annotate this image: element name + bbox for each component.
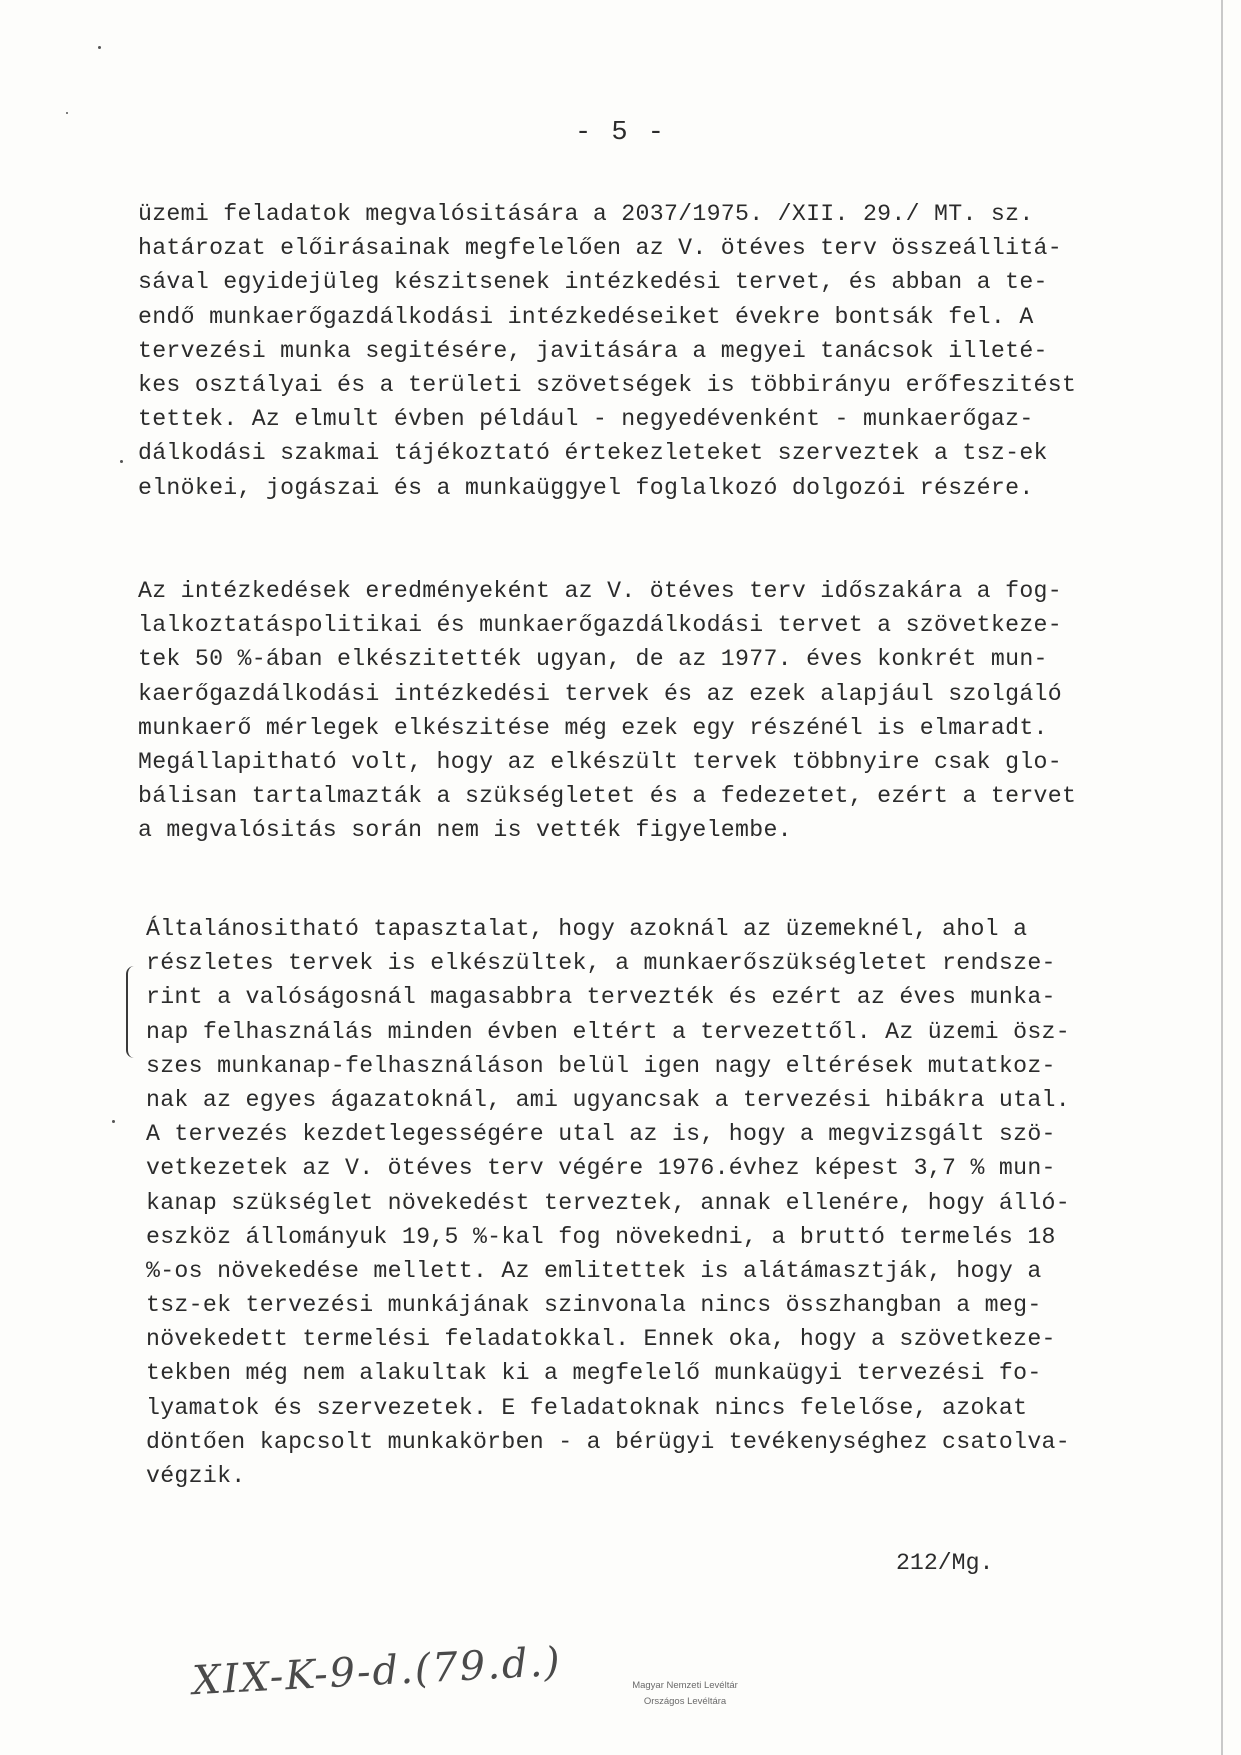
text-line: nak az egyes ágazatoknál, ami ugyancsak a tervezési hibákra utal. (146, 1086, 1070, 1113)
archive-stamp (600, 1678, 770, 1710)
text-line: dálkodási szakmai tájékoztató értekezleteket szerveztek a tsz-ek (138, 440, 1048, 467)
text-line: A tervezés kezdetlegességére utal az is, hogy a megvizsgált szö- (146, 1121, 1056, 1148)
scan-speck (120, 460, 123, 463)
text-line: tsz-ek tervezési munkájának szinvonala nincs összhangban a meg- (146, 1292, 1042, 1319)
text-line: részletes tervek is elkészültek, a munkaerőszükségletet rendsze- (146, 950, 1056, 977)
text-line: kes osztályai és a területi szövetségek is többirányu erőfeszitést (138, 371, 1077, 398)
text-line: tek 50 %-ában elkészitették ugyan, de az 1977. éves konkrét mun- (138, 646, 1048, 673)
paragraph-1 (138, 197, 1178, 505)
text-line: szes munkanap-felhasználáson belül igen nagy eltérések mutatkoz- (146, 1052, 1056, 1079)
text-line: döntően kapcsolt munkakörben - a bérügyi tevékenységhez csatolva- (146, 1428, 1070, 1455)
paragraph-2 (138, 574, 1178, 848)
call-number-text: XIX-K-9-d.(79.d.) (191, 1638, 563, 1705)
text-line: vetkezetek az V. ötéves terv végére 1976.évhez képest 3,7 % mun- (146, 1155, 1056, 1182)
text-line: lalkoztatáspolitikai és munkaerőgazdálkodási tervet a szövetkeze- (138, 612, 1062, 639)
scan-speck (98, 46, 101, 49)
paragraph-3 (146, 912, 1186, 1493)
text-line: nap felhasználás minden évben eltért a tervezettől. Az üzemi ösz- (146, 1018, 1070, 1045)
text-line: elnökei, jogászai és a munkaüggyel foglalkozó dolgozói részére. (138, 474, 1034, 501)
margin-bracket-mark (126, 966, 138, 1058)
text-line: kanap szükséglet növekedést terveztek, annak ellenére, hogy álló- (146, 1189, 1070, 1216)
reference-number: 212/Mg. (896, 1550, 994, 1576)
scan-speck (66, 112, 68, 114)
text-line: lyamatok és szervezetek. E feladatoknak nincs felelőse, azokat (146, 1394, 1028, 1421)
text-line: tervezési munka segitésére, javitására a megyei tanácsok illeté- (138, 337, 1048, 364)
text-line: Megállapitható volt, hogy az elkészült tervek többnyire csak glo- (138, 748, 1062, 775)
text-line: Az intézkedések eredményeként az V. ötéves terv időszakára a fog- (138, 578, 1062, 604)
text-line: %-os növekedése mellett. Az emlitettek is alátámasztják, hogy a (146, 1257, 1042, 1284)
text-line: sával egyidejüleg készitsenek intézkedési tervet, és abban a te- (138, 269, 1048, 296)
stamp-line-1: Magyar Nemzeti Levéltár (632, 1680, 738, 1691)
page-number: - 5 - (574, 118, 666, 148)
text-line: üzemi feladatok megvalósitására a 2037/1975. /XII. 29./ MT. sz. (138, 201, 1034, 227)
scan-speck (112, 1120, 115, 1123)
text-line: eszköz állományuk 19,5 %-kal fog növekedni, a bruttó termelés 18 (146, 1223, 1056, 1250)
text-line: határozat előirásainak megfelelően az V. ötéves terv összeállitá- (138, 235, 1062, 262)
text-line: végzik. (146, 1463, 246, 1489)
text-line: növekedett termelési feladatokkal. Ennek oka, hogy a szövetkeze- (146, 1326, 1056, 1353)
text-line: tettek. Az elmult évben például - negyedévenként - munkaerőgaz- (138, 406, 1034, 433)
stamp-line-2: Országos Levéltára (643, 1696, 727, 1707)
text-line: kaerőgazdálkodási intézkedési tervek és az ezek alapjául szolgáló (138, 680, 1062, 707)
text-line: munkaerő mérlegek elkészitése még ezek egy részénél is elmaradt. (138, 714, 1048, 741)
page-edge-shadow (1221, 0, 1223, 1755)
handwritten-archive-call-number (188, 1618, 628, 1708)
text-line: Általánositható tapasztalat, hogy azoknál az üzemeknél, ahol a (146, 916, 1028, 942)
text-line: endő munkaerőgazdálkodási intézkedéseiket évekre bontsák fel. A (138, 303, 1034, 330)
text-line: tekben még nem alakultak ki a megfelelő munkaügyi tervezési fo- (146, 1360, 1042, 1387)
text-line: a megvalósitás során nem is vették figyelembe. (138, 817, 792, 844)
text-line: bálisan tartalmazták a szükségletet és a fedezetet, ezért a tervet (138, 783, 1077, 810)
text-line: rint a valóságosnál magasabbra tervezték és ezért az éves munka- (146, 984, 1056, 1011)
